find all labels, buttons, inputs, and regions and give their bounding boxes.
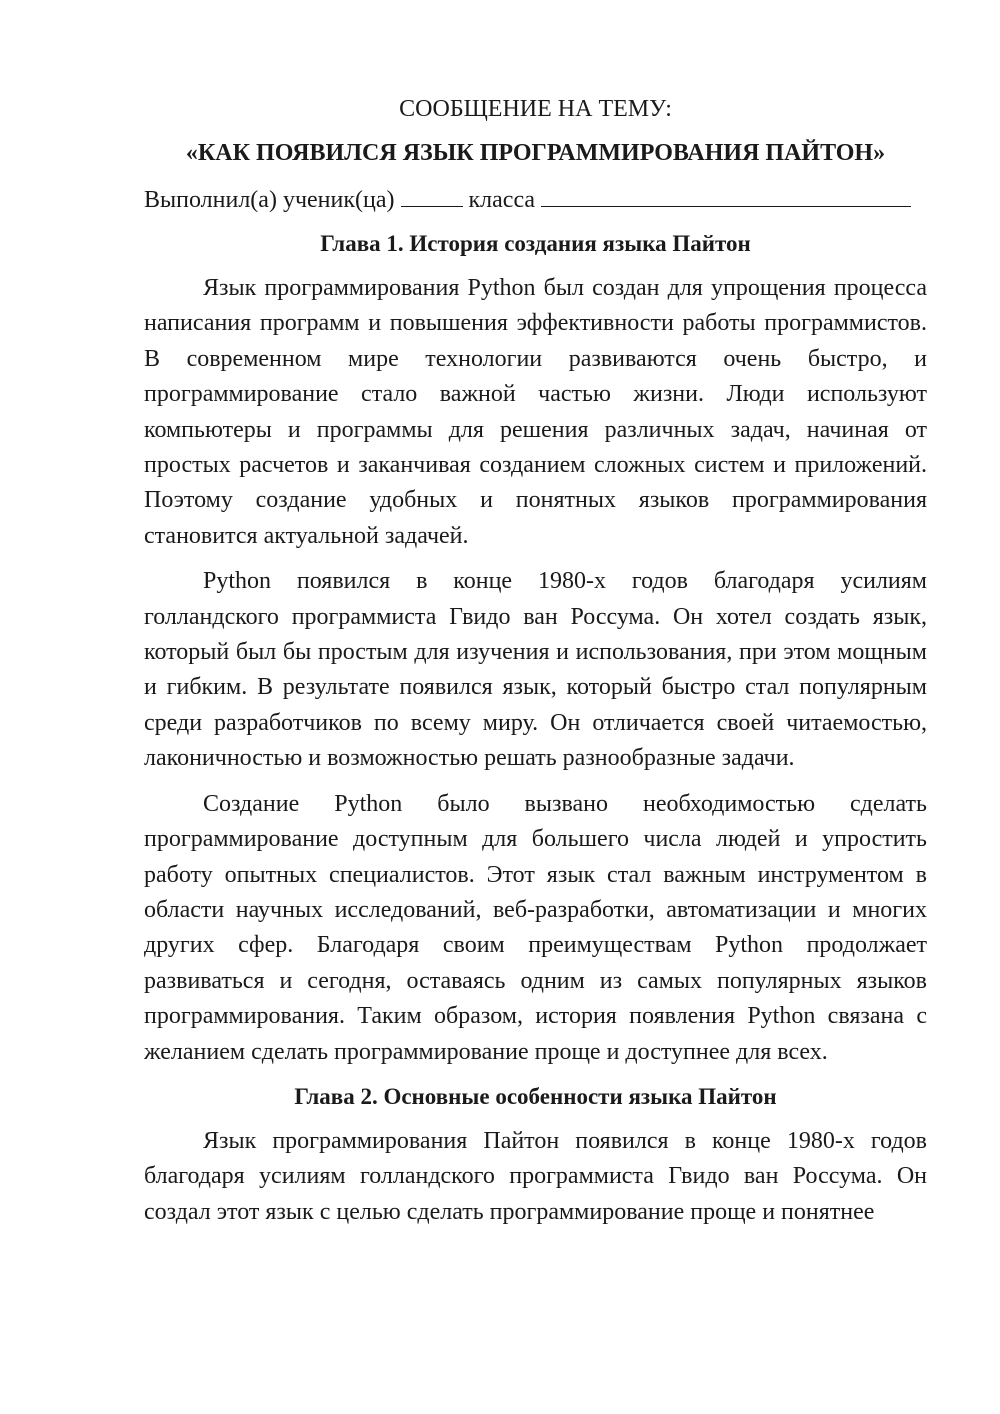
chapter-1-paragraph: Язык программирования Python был создан для упрощения процесса написания программ и повышения эффективности работы программистов. В современном мире технологии развиваются очень быстро, и программирование стало важной частью жизни. Люди используют компьютеры и программы для решения различных задач, начиная от простых расчетов и заканчивая созданием сложных систем и приложений. Поэтому создание удобных и понятных языков программирования становится актуальной задачей. <box>144 275 927 549</box>
grade-blank <box>401 182 463 207</box>
title-top: СООБЩЕНИЕ НА ТЕМУ: <box>399 96 672 122</box>
chapter-2-heading: Глава 2. Основные особенности языка Пайтон <box>294 1083 777 1109</box>
name-blank <box>541 182 911 207</box>
document-page <box>144 92 927 1230</box>
chapter-1-paragraph: Создание Python было вызвано необходимостью сделать программирование доступным для большего числа людей и упростить работу опытных специалистов. Этот язык стал важным инструментом в области научных исследований, веб-разработки, автоматизации и многих других сфер. Благодаря своим преимуществам Python продолжает развиваться и сегодня, оставаясь одним из самых популярных языков программирования. Таким образом, история появления Python связана с желанием сделать программирование проще и доступнее для всех. <box>144 790 927 1065</box>
chapter-2-paragraph: Язык программирования Пайтон появился в конце 1980-х годов благодаря усилиям голландского программиста Гвидо ван Россума. Он создал этот язык с целью сделать программирование проще и понятнее <box>144 1127 927 1225</box>
page-title: «КАК ПОЯВИЛСЯ ЯЗЫК ПРОГРАММИРОВАНИЯ ПАЙТОН» <box>185 140 886 166</box>
author-label: Выполнил(а) ученик(ца) <box>144 187 395 213</box>
chapter-1-heading: Глава 1. История создания языка Пайтон <box>320 231 751 256</box>
class-label: класса <box>468 187 536 213</box>
author-line <box>144 182 927 217</box>
chapter-1-paragraph: Python появился в конце 1980-х годов благодаря усилиям голландского программиста Гвидо ван Россума. Он хотел создать язык, который был бы простым для изучения и использования, при этом мощным и гибким. В результате появился язык, который быстро стал популярным среди разработчиков по всему миру. Он отличается своей читаемостью, лаконичностью и возможностью решать разнообразные задачи. <box>144 568 927 772</box>
